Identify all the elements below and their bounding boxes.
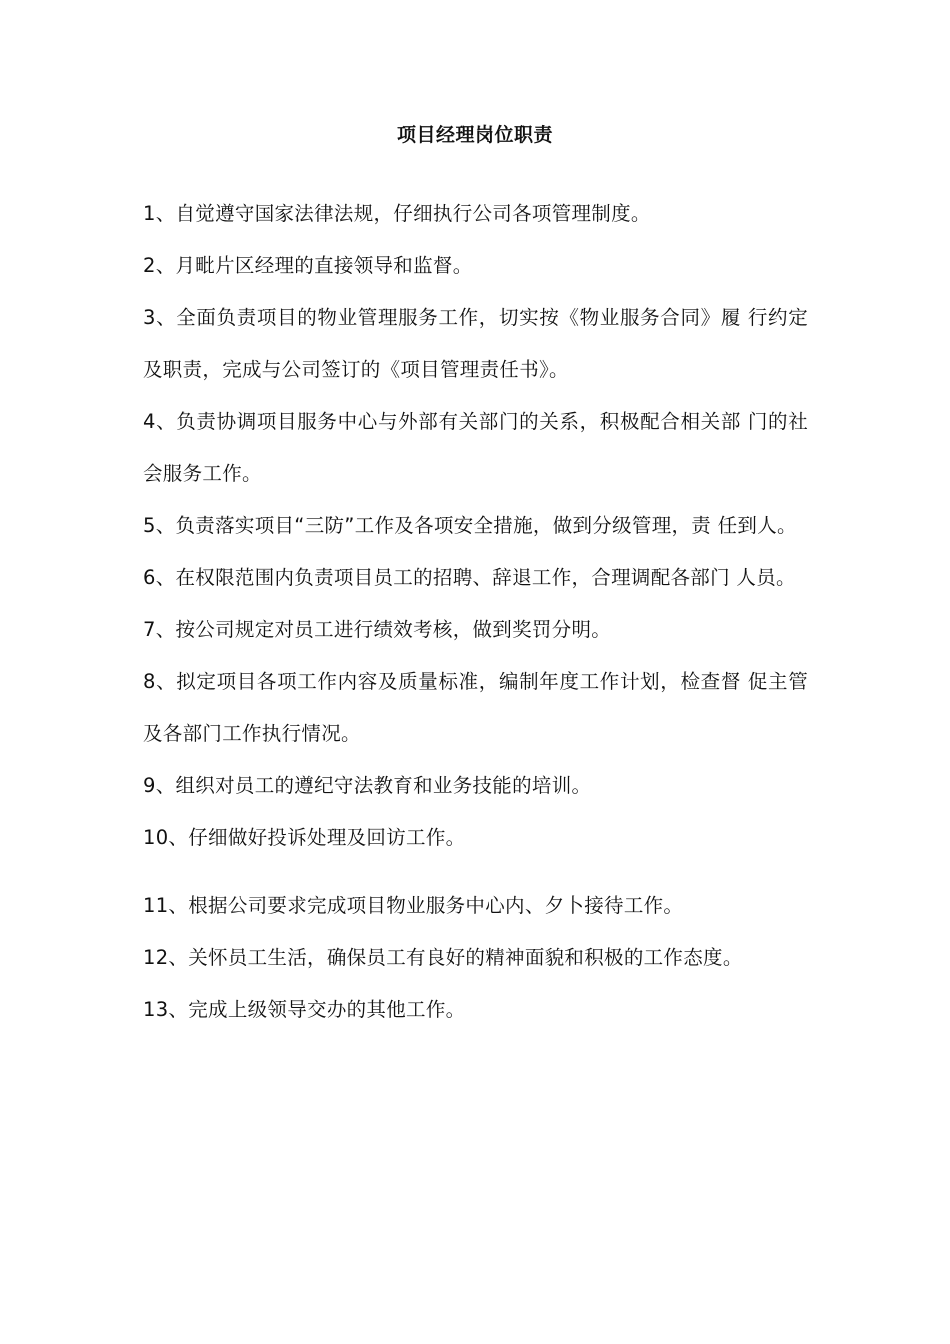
duty-item-8: 8、拟定项目各项工作内容及质量标准，编制年度工作计划，检查督 促主管及各部门工作执行情况。 <box>143 670 808 745</box>
duty-item-5: 5、负责落实项目“三防”工作及各项安全措施，做到分级管理，责 任到人。 <box>143 514 797 537</box>
duty-item-10: 10、仔细做好投诉处理及回访工作。 <box>143 826 466 849</box>
duty-item-1: 1、自觉遵守国家法律法规，仔细执行公司各项管理制度。 <box>143 202 651 225</box>
duty-item-6: 6、在权限范围内负责项目员工的招聘、辞退工作，合理调配各部门 人员。 <box>143 566 796 589</box>
duty-item-11: 11、根据公司要求完成项目物业服务中心内、夕卜接待工作。 <box>143 894 684 917</box>
duty-item-12: 12、关怀员工生活，确保员工有良好的精神面貌和积极的工作态度。 <box>143 946 743 969</box>
duty-item-13: 13、完成上级领导交办的其他工作。 <box>143 998 466 1021</box>
duty-item-7: 7、按公司规定对员工进行绩效考核，做到奖罚分明。 <box>143 618 612 641</box>
duty-item-2: 2、月毗片区经理的直接领导和监督。 <box>143 254 473 277</box>
duty-list <box>143 188 808 1036</box>
page-title: 项目经理岗位职责 <box>396 124 553 146</box>
duty-item-4: 4、负责协调项目服务中心与外部有关部门的关系，积极配合相关部 门的社会服务工作。 <box>143 410 808 485</box>
duty-item-9: 9、组织对员工的遵纪守法教育和业务技能的培训。 <box>143 774 592 797</box>
duty-item-3: 3、全面负责项目的物业管理服务工作，切实按《物业服务合同》履 行约定及职责，完成与公司签订的《项目管理责任书》。 <box>143 306 808 381</box>
